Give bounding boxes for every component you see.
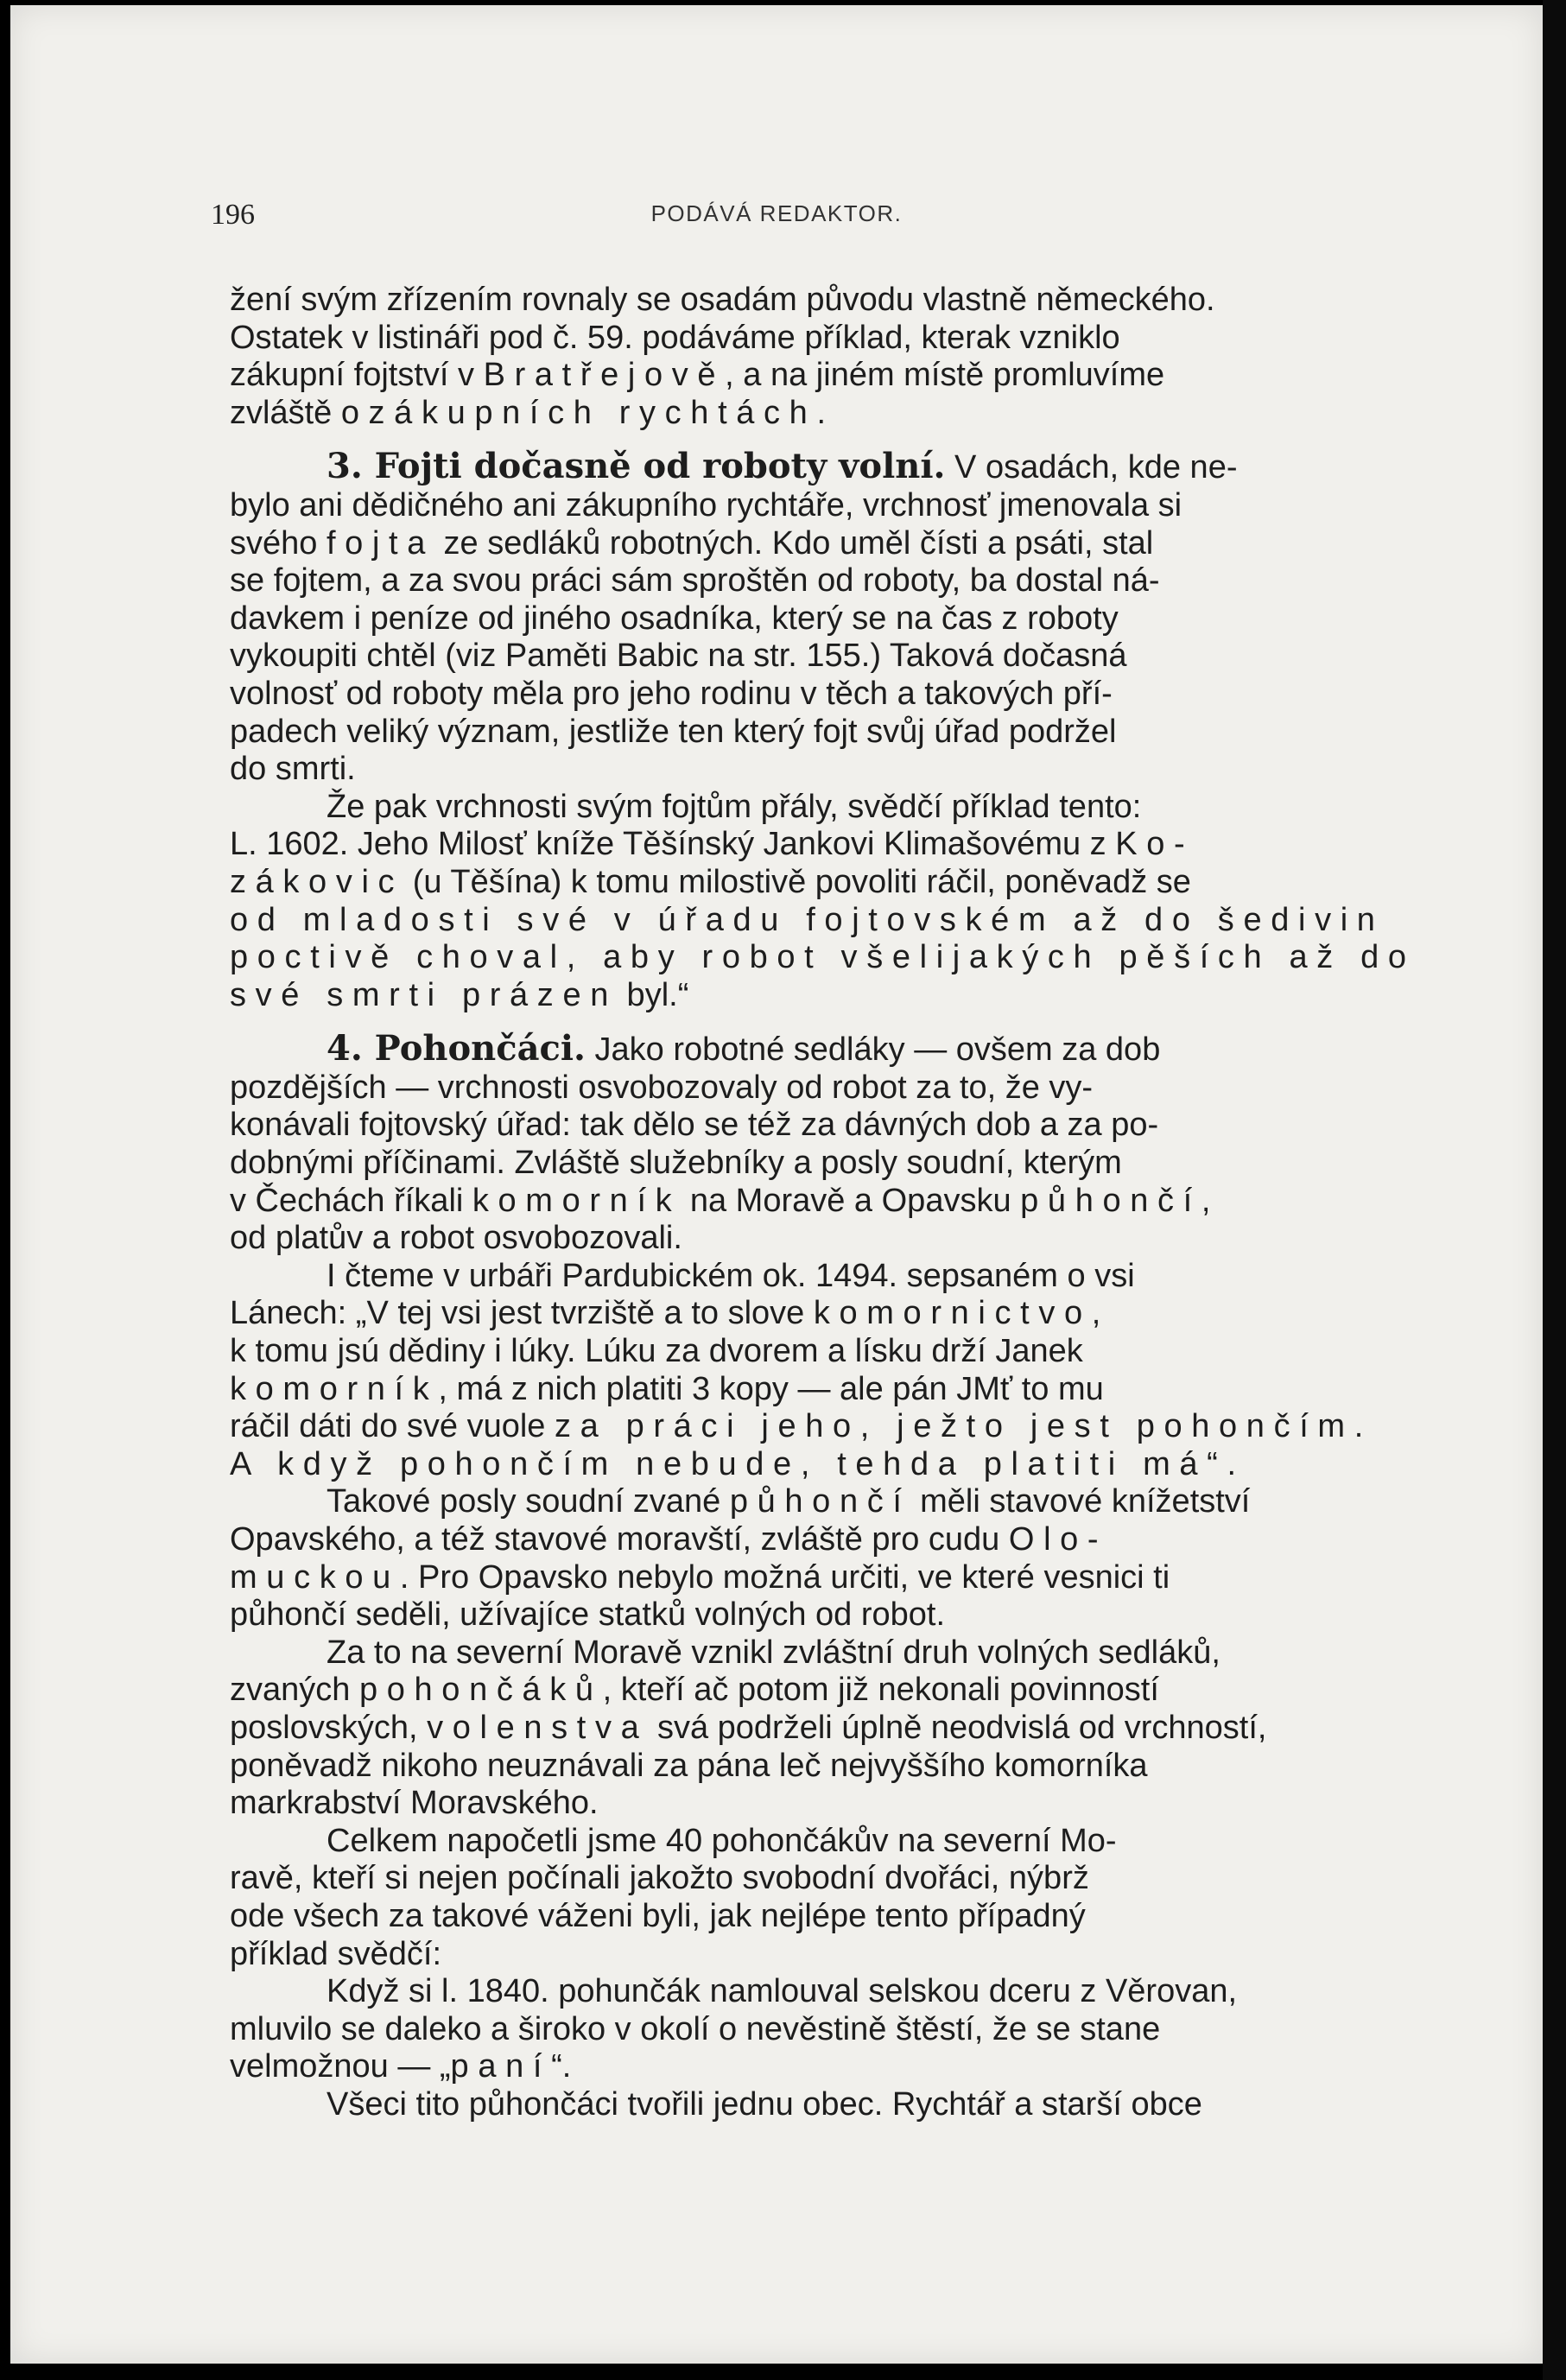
text-line: k tomu jsú dědiny i lúky. Lúku za dvorem a lísku drží Janek	[230, 1333, 1083, 1370]
text-line: Že pak vrchnosti svým fojtům přály, svědčí příklad tento:	[327, 788, 1142, 825]
text-line: půhončí seděli, užívajíce statků volných od robot.	[230, 1596, 946, 1634]
text-line: I čteme v urbáři Pardubickém ok. 1494. sepsaném o vsi	[327, 1257, 1135, 1294]
text-line: volnosť od roboty měla pro jeho rodinu v těch a takových pří-	[230, 675, 1113, 712]
text-line: od platův a robot osvobozovali.	[230, 1220, 682, 1257]
text-line: velmožnou — „paní“.	[230, 2048, 572, 2085]
text-line: do smrti.	[230, 751, 356, 788]
text-line: poněvadž nikoho neuznávali za pána leč nejvyššího komorníka	[230, 1747, 1148, 1784]
text-line: Když si l. 1840. pohunčák namlouval selskou dceru z Věrovan,	[327, 1973, 1238, 2010]
text-line: poctivě choval, aby robot všelijakých pěších až do	[230, 939, 1416, 976]
text-line: Za to na severní Moravě vznikl zvláštní druh volných sedláků,	[327, 1634, 1220, 1671]
text-line: zákupní fojtství v Bratřejově, a na jiném místě promluvíme	[230, 357, 1165, 394]
text-line: Opavského, a též stavové moravští, zvláště pro cudu Olo-	[230, 1521, 1108, 1558]
text-line: konávali fojtovský úřad: tak dělo se též za dávných dob a za po-	[230, 1107, 1159, 1144]
text-line: 4. Pohončáci. Jako robotné sedláky — ovšem za dob	[327, 1028, 1161, 1069]
text-line: Celkem napočetli jsme 40 pohončákův na severní Mo-	[327, 1822, 1117, 1859]
text-line: padech veliký význam, jestliže ten který fojt svůj úřad podržel	[230, 713, 1117, 750]
text-line: davkem i peníze od jiného osadníka, který se na čas z roboty	[230, 600, 1119, 637]
text-line: své smrti prázen byl.“	[230, 976, 689, 1013]
text-line: Všeci tito půhončáci tvořili jednu obec. Rychtář a starší obce	[327, 2085, 1202, 2123]
text-line: poslovských, volenstva svá podrželi úplně neodvislá od vrchností,	[230, 1709, 1267, 1746]
text-line: markrabství Moravského.	[230, 1785, 599, 1822]
text-line: muckou. Pro Opavsko nebylo možná určiti, ve které vesnici ti	[230, 1558, 1170, 1596]
text-line: vykoupiti chtěl (viz Paměti Babic na str. 155.) Taková dočasná	[230, 638, 1127, 675]
text-line: Takové posly soudní zvané půhončí měli stavové knížetství	[327, 1483, 1251, 1520]
text-line: komorník, má z nich platiti 3 kopy — ale pán JMť to mu	[230, 1370, 1104, 1407]
text-line: mluvilo se daleko a široko v okolí o nevěstině štěstí, že se stane	[230, 2010, 1161, 2047]
text-line: Lánech: „V tej vsi jest tvrziště a to slove komornictvo,	[230, 1295, 1101, 1332]
text-line: příklad svědčí:	[230, 1935, 441, 1972]
text-line: v Čechách říkali komorník na Moravě a Opavsku půhončí,	[230, 1182, 1211, 1219]
text-line: Ostatek v listináři pod č. 59. podáváme příklad, kterak vzniklo	[230, 319, 1120, 356]
text-line: ode všech za takové váženi byli, jak nejlépe tento případný	[230, 1897, 1086, 1934]
paragraph-celkem	[230, 1823, 1334, 1973]
scan-edge	[1543, 0, 1566, 2380]
text-line: 3. Fojti dočasně od roboty volní. V osadách, kde ne-	[327, 446, 1238, 487]
body-text	[230, 282, 1416, 2124]
text-line: zákovic (u Těšína) k tomu milostivě povoliti ráčil, poněvadž se	[230, 863, 1191, 900]
paragraph-fojti	[230, 447, 1334, 788]
text-line: bylo ani dědičného ani zákupního rychtáře, vrchnosť jmenovala si	[230, 486, 1182, 524]
paragraph-0	[230, 282, 1334, 432]
text-line: ravě, kteří si nejen počínali jakožto svobodní dvořáci, nýbrž	[230, 1860, 1089, 1897]
section-heading: 3. Fojti dočasně od roboty volní.	[327, 446, 946, 487]
paragraph-posly	[230, 1483, 1334, 1634]
text-line: L. 1602. Jeho Milosť kníže Těšínský Jankovi Klimašovému z Ko-	[230, 826, 1195, 863]
text-line: žení svým zřízením rovnaly se osadám původu vlastně německého.	[230, 282, 1215, 318]
text-line: od mladosti své v úřadu fojtovském až do šedivin	[230, 901, 1385, 938]
section-heading: 4. Pohončáci.	[327, 1028, 586, 1069]
text-line: zvláště o zákupních rychtách.	[230, 394, 827, 431]
page-header	[211, 192, 1342, 244]
text-line: dobnými příčinami. Zvláště služebníky a posly soudní, kterým	[230, 1145, 1122, 1182]
paragraph-pohuncak	[230, 1973, 1334, 2086]
page-number: 196	[211, 199, 255, 231]
text-line: zvaných pohončáků, kteří ač potom již nekonali povinností	[230, 1672, 1159, 1709]
text-line: pozdějších — vrchnosti osvobozovaly od robot za to, že vy-	[230, 1069, 1094, 1106]
paragraph-urbar	[230, 1257, 1373, 1484]
text-line: A když pohončím nebude, tehda platiti má“.	[230, 1445, 1246, 1482]
running-head: PODÁVÁ REDAKTOR.	[650, 200, 903, 226]
text-line: se fojtem, a za svou práci sám sproštěn od roboty, ba dostal ná-	[230, 562, 1160, 600]
paragraph-pohoncaci	[230, 1030, 1334, 1258]
paragraph-vrchnosti	[230, 788, 1416, 1015]
paragraph-severni-morava	[230, 1634, 1334, 1823]
text-line: ráčil dáti do své vuole za práci jeho, ježto jest pohončím.	[230, 1408, 1373, 1445]
paragraph-obec	[230, 2086, 1334, 2124]
text-line: svého fojta ze sedláků robotných. Kdo uměl čísti a psáti, stal	[230, 524, 1154, 562]
